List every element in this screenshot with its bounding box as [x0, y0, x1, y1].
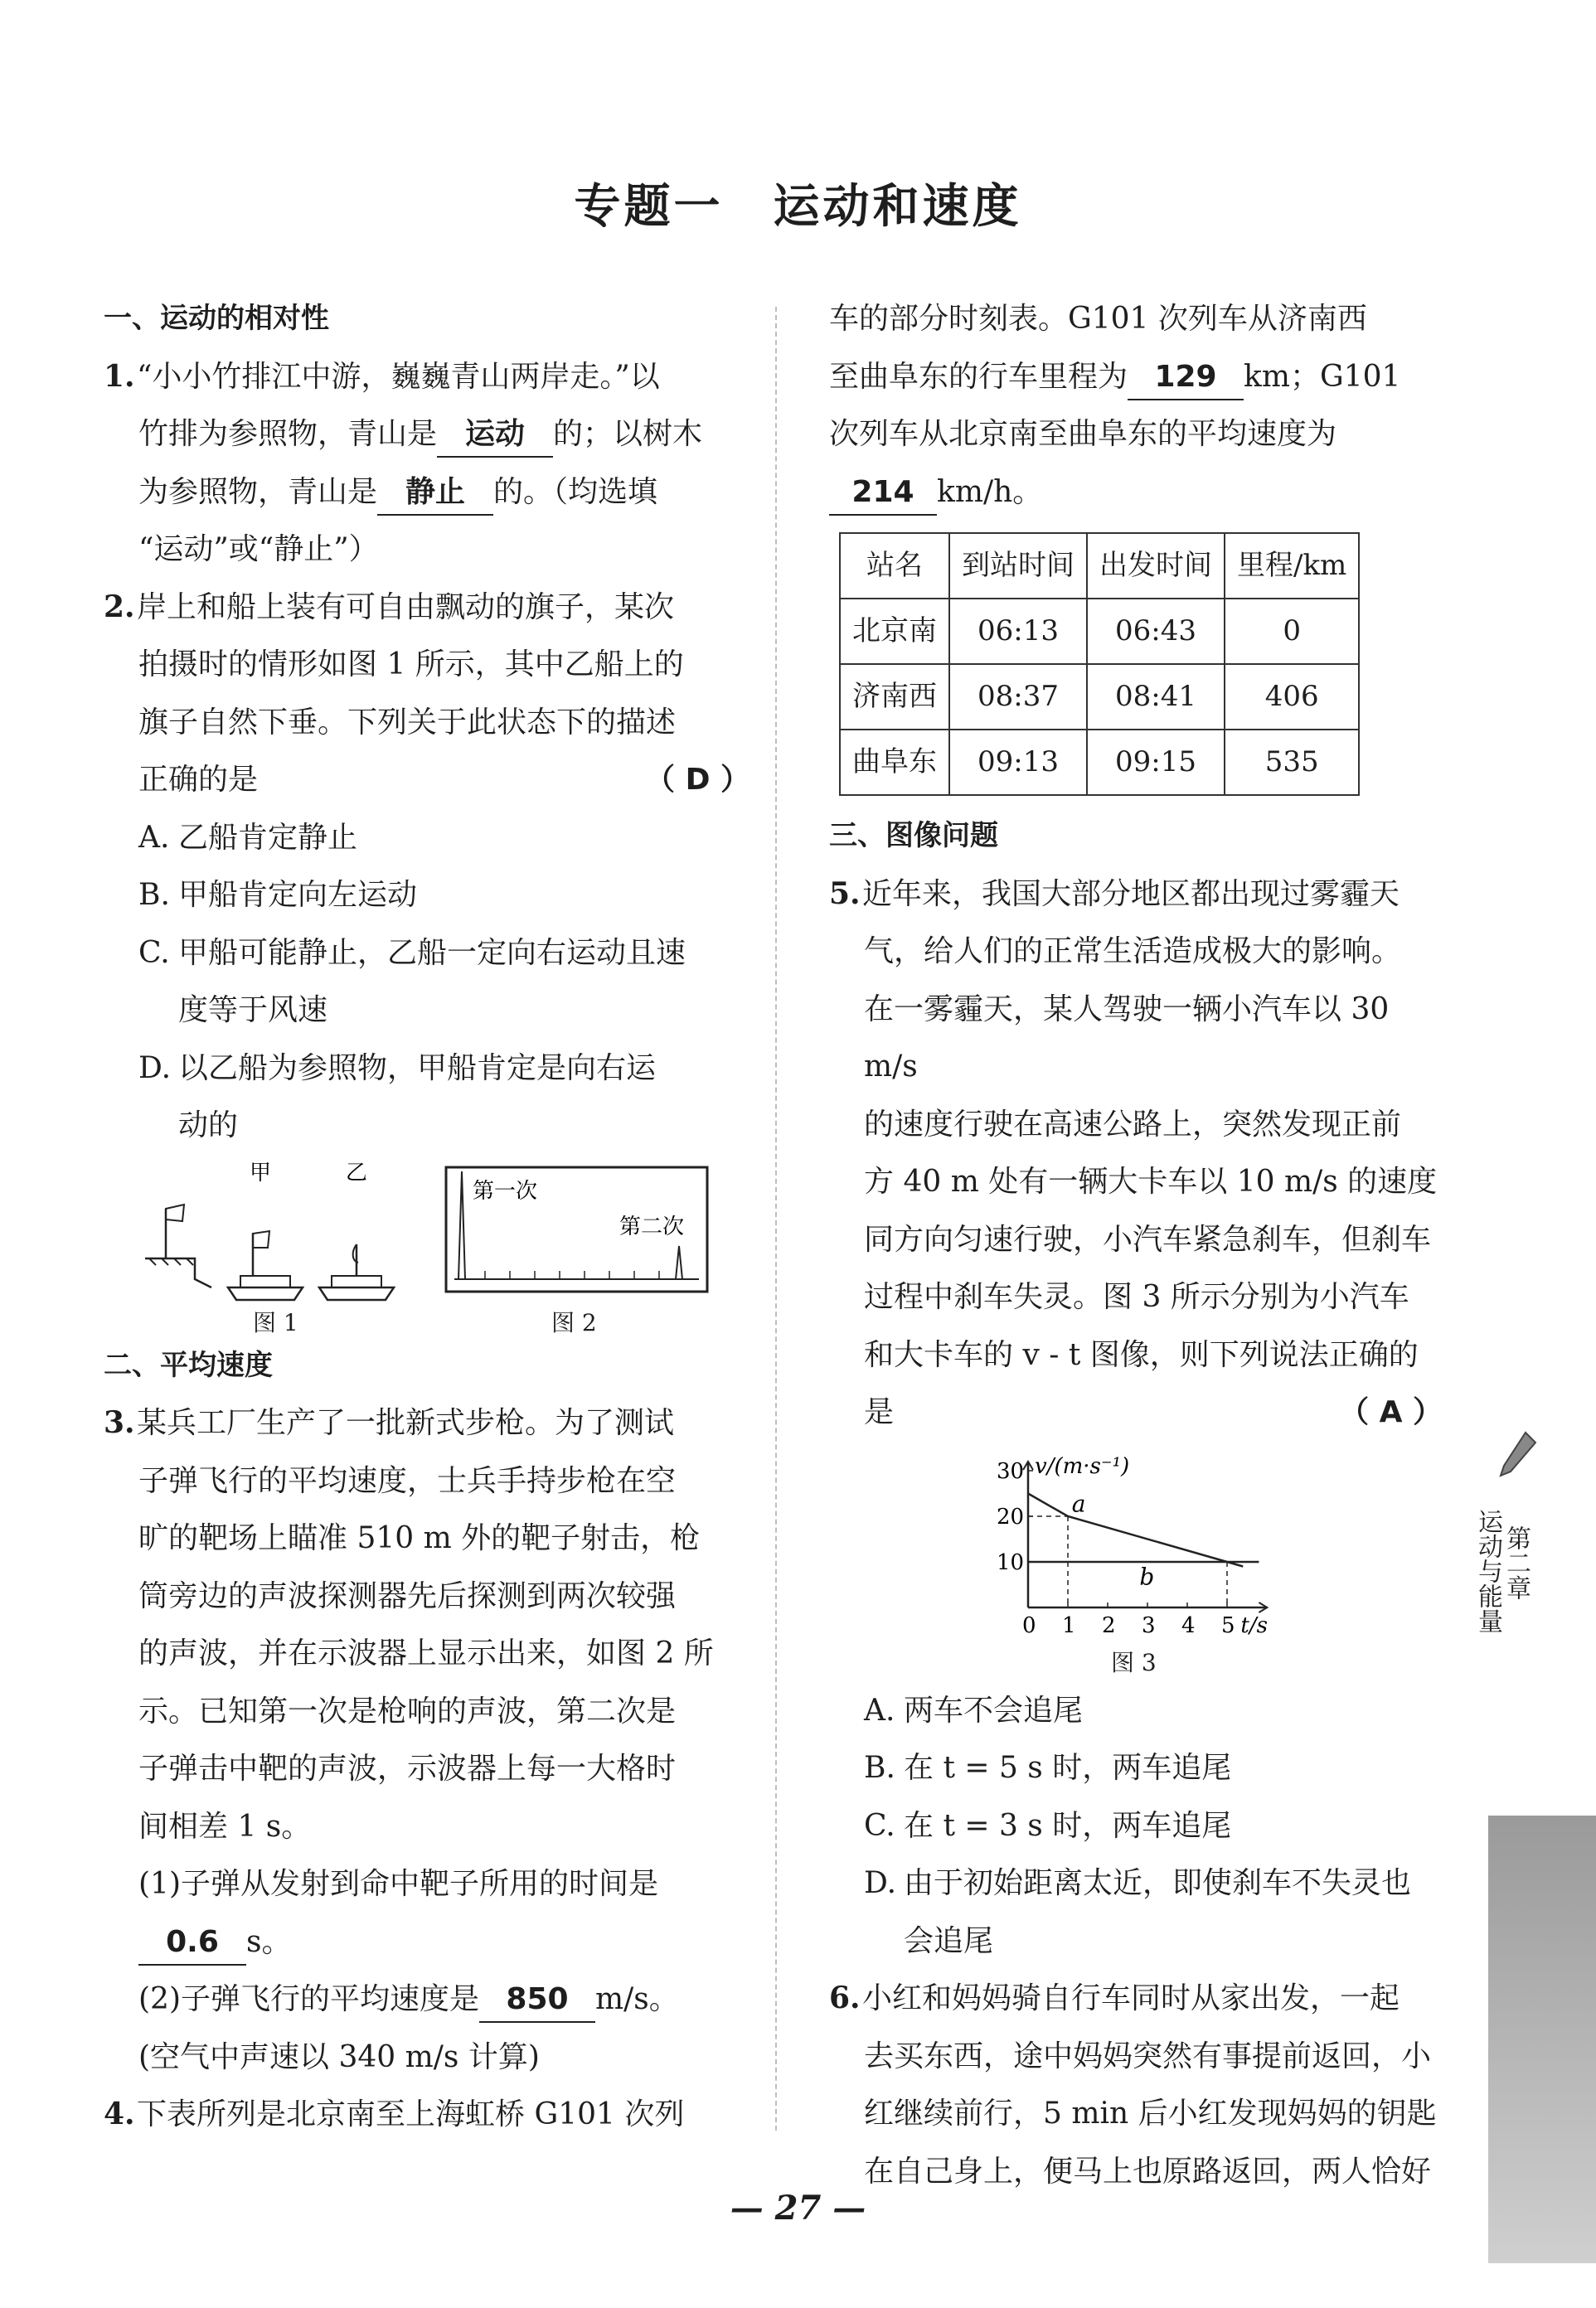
question-line: 的速度行驶在高速公路上，突然发现正前 [864, 1107, 1402, 1142]
boat-jia-cabin [240, 1276, 290, 1287]
answer-blank: 850 [479, 1978, 595, 2023]
option-b [829, 1739, 1443, 1797]
choice-answer: （ A ） [1339, 1395, 1443, 1429]
question-1 [104, 348, 750, 406]
table-row [840, 599, 1359, 664]
shore-flag [166, 1205, 184, 1221]
series-label-b: b [1139, 1563, 1155, 1590]
question-line: 红继续前行，5 min 后小红发现妈妈的钥匙 [864, 2097, 1437, 2131]
page-title: 专题一 运动和速度 [574, 180, 1022, 234]
option-text: 在 t = 5 s 时，两车追尾 [904, 1751, 1232, 1785]
option-text: 在 t = 3 s 时，两车追尾 [904, 1808, 1232, 1843]
question-text: 小红和妈妈骑自行车同时从家出发，一起 [862, 1981, 1400, 2015]
option-d [829, 1855, 1443, 1913]
text: s。 [246, 1924, 292, 1959]
option-letter: C. [138, 935, 170, 970]
table-cell: 406 [1225, 664, 1359, 730]
question-line [104, 751, 750, 809]
option-letter: A. [864, 1693, 895, 1728]
y-axis-label: v/(m·s⁻¹) [1035, 1453, 1130, 1479]
label-first: 第一次 [473, 1178, 538, 1204]
option-letter: C. [864, 1808, 895, 1843]
text: (2)子弹飞行的平均速度是 [138, 1982, 479, 2016]
question-line: 同方向匀速行驶，小汽车紧急刹车，但刹车 [864, 1222, 1432, 1257]
x-tick-label: 5 [1221, 1612, 1235, 1638]
question-line [104, 463, 750, 521]
text: 为参照物，青山是 [138, 474, 378, 509]
question-line: 子弹飞行的平均速度，士兵手持步枪在空 [138, 1463, 677, 1498]
label-second: 第二次 [619, 1214, 685, 1239]
option-letter: D. [138, 1050, 172, 1085]
question-number: 4. [104, 2097, 135, 2131]
question-number: 5. [829, 875, 861, 911]
pen-icon [1492, 1426, 1542, 1484]
choice-answer: （ D ） [645, 763, 750, 797]
question-line: 拍摄时的情形如图 1 所示，其中乙船上的 [138, 647, 684, 681]
figure-1-svg [104, 1155, 734, 1321]
table-cell: 济南西 [840, 664, 949, 730]
option-letter: A. [138, 820, 170, 855]
text: 是 [864, 1395, 895, 1429]
oscilloscope-ticks [485, 1271, 659, 1279]
right-column [829, 290, 1443, 2200]
table-cell: 曲阜东 [840, 730, 949, 795]
option-text: 甲船肯定向左运动 [178, 878, 418, 912]
option-text: 由于初始距离太近，即使刹车不失灵也 [904, 1866, 1412, 1900]
table-header: 出发时间 [1087, 533, 1225, 599]
answer-blank: 129 [1128, 356, 1244, 400]
figure-3-caption: 图 3 [1111, 1648, 1157, 1676]
chapter-tab [1473, 1492, 1531, 1633]
question-number: 3. [104, 1405, 135, 1440]
question-number: 2. [104, 589, 135, 624]
question-text: 下表所列是北京南至上海虹桥 G101 次列 [137, 2097, 685, 2131]
table-cell: 535 [1225, 730, 1359, 795]
question-3 [104, 1394, 750, 1452]
table-cell: 06:43 [1087, 599, 1225, 664]
question-line: 筒旁边的声波探测器先后探测到两次较强 [138, 1578, 677, 1613]
text: 的。（均选填 [493, 474, 658, 509]
option-text: 乙船肯定静止 [178, 820, 358, 855]
question-text: 岸上和船上装有可自由飘动的旗子，某次 [137, 589, 675, 624]
question-line: 示。已知第一次是枪响的声波，第二次是 [138, 1694, 677, 1729]
option-c [829, 1797, 1443, 1855]
question-text: 近年来，我国大部分地区都出现过雾霾天 [862, 876, 1400, 911]
series-line-a [1028, 1493, 1243, 1566]
chapter-topic: 运动与能量 [1473, 1509, 1502, 1633]
vt-chart [829, 1442, 1443, 1641]
question-line: 次列车从北京南至曲阜东的平均速度为 [829, 417, 1337, 451]
table-header: 里程/km [1225, 533, 1359, 599]
question-line: 在自己身上，便马上也原路返回，两人恰好 [864, 2154, 1432, 2189]
figure-1-caption: 图 1 [253, 1308, 298, 1336]
x-tick-label: 2 [1102, 1612, 1116, 1638]
text: 的；以树木 [553, 417, 703, 451]
text: km；G101 [1244, 359, 1401, 394]
table-row [840, 664, 1359, 730]
chapter-label: 第二章 [1501, 1525, 1531, 1600]
table-header: 站名 [840, 533, 949, 599]
answer-blank: 0.6 [138, 1921, 246, 1966]
table-header: 到站时间 [949, 533, 1087, 599]
text: 竹排为参照物，青山是 [138, 417, 438, 451]
question-line: (1)子弹从发射到命中靶子所用的时间是 [138, 1867, 658, 1901]
question-line: 旷的靶场上瞄准 510 m 外的靶子射击，枪 [138, 1521, 701, 1555]
table-cell: 0 [1225, 599, 1359, 664]
option-letter: D. [864, 1866, 897, 1900]
section-heading-1: 一、运动的相对性 [104, 302, 329, 335]
option-text: 两车不会追尾 [904, 1693, 1084, 1728]
question-line: 的声波，并在示波器上显示出来，如图 2 所 [138, 1636, 714, 1670]
question-text: 某兵工厂生产了一批新式步枪。为了测试 [137, 1406, 675, 1440]
answer-blank: 静止 [377, 471, 493, 516]
option-d-cont: 动的 [178, 1108, 239, 1142]
question-text: “小小竹排江中游，巍巍青山两岸走。”以 [137, 359, 660, 394]
timetable [839, 532, 1360, 796]
option-b [104, 866, 750, 924]
answer-blank: 214 [829, 471, 937, 516]
figures-1-2 [104, 1155, 750, 1337]
table-header-row [840, 533, 1359, 599]
option-c-cont: 度等于风速 [178, 993, 328, 1027]
option-c [104, 924, 750, 982]
answer-blank: 运动 [437, 413, 553, 458]
figure-2-caption: 图 2 [551, 1308, 597, 1336]
figure-3 [829, 1442, 1443, 1682]
question-line: 间相差 1 s。 [138, 1809, 312, 1844]
option-letter: B. [138, 878, 170, 912]
table-cell: 08:37 [949, 664, 1087, 730]
x-tick-label: 3 [1142, 1612, 1156, 1638]
question-line [104, 1971, 750, 2029]
question-line [829, 1384, 1443, 1442]
option-text: 甲船可能静止，乙船一定向右运动且速 [178, 935, 686, 970]
label-yi: 乙 [346, 1160, 368, 1186]
question-line [829, 348, 1443, 406]
table-cell: 06:13 [949, 599, 1087, 664]
boat-yi [319, 1287, 394, 1300]
question-4 [104, 2086, 750, 2144]
column-divider [775, 307, 777, 2131]
option-d [104, 1040, 750, 1098]
question-2 [104, 579, 750, 637]
question-5 [829, 865, 1443, 924]
y-tick-label: 20 [997, 1504, 1025, 1530]
x-tick-label: 1 [1062, 1612, 1076, 1638]
question-number: 6. [829, 1981, 861, 2015]
waveform-second [676, 1246, 682, 1279]
question-line: 和大卡车的 v - t 图像，则下列说法正确的 [864, 1337, 1419, 1372]
question-line: “运动”或“静止”） [138, 532, 379, 566]
section-heading-3: 三、图像问题 [829, 819, 998, 852]
left-column [104, 290, 750, 2144]
option-text: 以乙船为参照物，甲船肯定是向右运 [178, 1050, 657, 1085]
label-jia: 甲 [250, 1160, 272, 1186]
series-label-a: a [1071, 1490, 1086, 1517]
question-line: 子弹击中靶的声波，示波器上每一大格时 [138, 1752, 677, 1786]
question-line [104, 405, 750, 463]
option-letter: B. [864, 1751, 895, 1785]
question-6 [829, 1970, 1443, 2028]
boat-yi-cabin [332, 1276, 381, 1287]
text: m/s。 [595, 1982, 679, 2016]
table-cell: 08:41 [1087, 664, 1225, 730]
question-line: 旗子自然下垂。下列关于此状态下的描述 [138, 705, 677, 739]
question-line: 方 40 m 处有一辆大卡车以 10 m/s 的速度 [864, 1165, 1438, 1199]
question-line [104, 1913, 750, 1971]
table-cell: 北京南 [840, 599, 949, 664]
text: 至曲阜东的行车里程为 [829, 359, 1128, 394]
x-tick-label: 4 [1181, 1612, 1196, 1638]
question-line: 过程中刹车失灵。图 3 所示分别为小汽车 [864, 1280, 1409, 1314]
question-line: 车的部分时刻表。G101 次列车从济南西 [829, 302, 1367, 336]
option-a [104, 809, 750, 867]
boat-jia-flag [253, 1231, 269, 1248]
question-line: (空气中声速以 340 m/s 计算) [138, 2039, 540, 2074]
x-axis-label: t/s [1240, 1612, 1268, 1638]
question-line: 去买东西，途中妈妈突然有事提前返回，小 [864, 2039, 1432, 2073]
question-line: 在一雾霾天，某人驾驶一辆小汽车以 30 m/s [864, 992, 1390, 1084]
option-d-cont: 会追尾 [904, 1923, 994, 1958]
text: 正确的是 [138, 763, 259, 797]
table-cell: 09:13 [949, 730, 1087, 795]
x-tick-label: 0 [1022, 1612, 1036, 1638]
table-cell: 09:15 [1087, 730, 1225, 795]
y-tick-label: 10 [997, 1549, 1025, 1575]
text: km/h。 [937, 474, 1043, 509]
table-row [840, 730, 1359, 795]
page-number: — 27 — [730, 2189, 866, 2228]
question-line [829, 463, 1443, 521]
question-line: 气，给人们的正常生活造成极大的影响。 [864, 934, 1402, 968]
question-number: 1. [104, 358, 135, 394]
y-tick-label: 30 [997, 1458, 1025, 1484]
section-heading-2: 二、平均速度 [104, 1348, 273, 1382]
